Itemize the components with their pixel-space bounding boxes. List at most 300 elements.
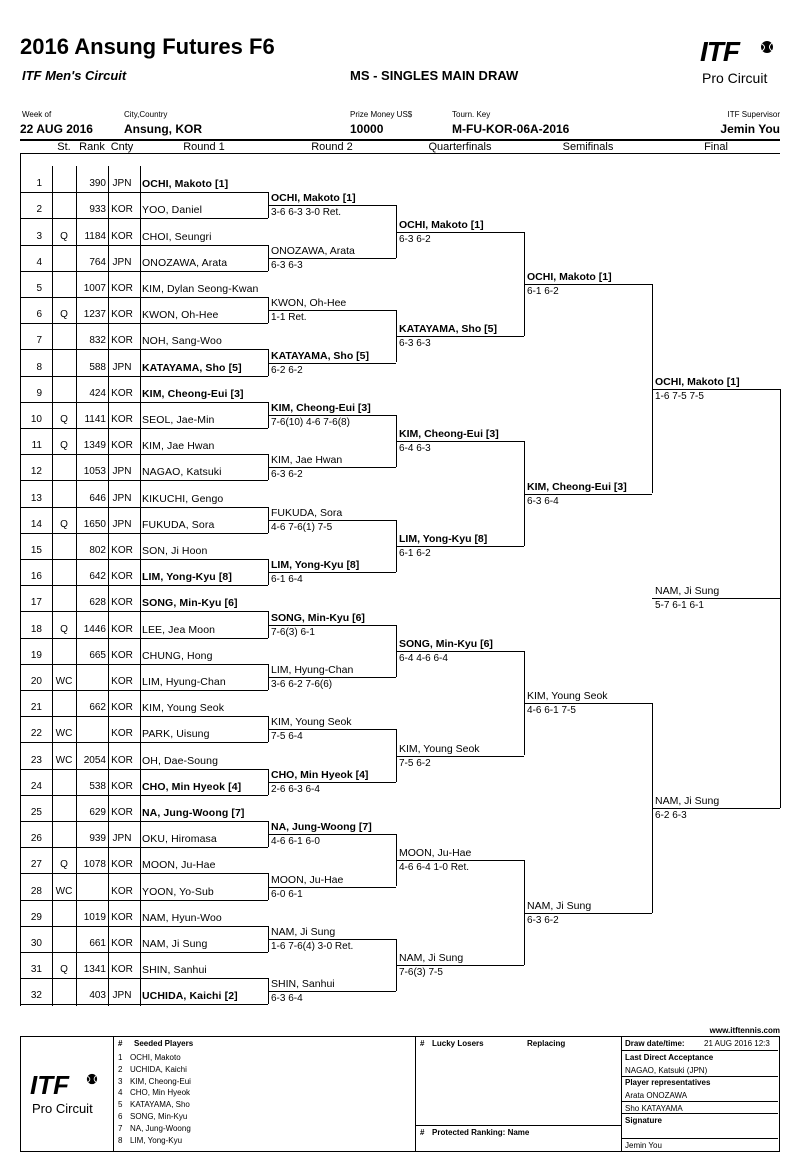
draw-position: 27	[30, 859, 42, 871]
draw-position: 2	[36, 204, 42, 216]
winner-line	[268, 520, 396, 521]
player-country: KOR	[111, 571, 133, 583]
draw-position: 21	[30, 702, 42, 714]
row-line	[20, 611, 268, 612]
row-line	[20, 769, 268, 770]
round2-score: 4-6 6-1 6-0	[271, 836, 320, 848]
entry-status: Q	[60, 518, 68, 530]
row-line	[20, 585, 268, 586]
player-rank: 1446	[83, 623, 106, 635]
round2-winner: MOON, Ju-Hae	[271, 873, 344, 886]
draw-position: 3	[36, 230, 42, 242]
player-name: KIM, Cheong-Eui [3]	[142, 387, 244, 400]
player-country: JPN	[112, 833, 132, 845]
winner-line	[268, 939, 396, 940]
seeded-title: Seeded Players	[134, 1039, 194, 1048]
seed-number: 1	[118, 1053, 123, 1062]
player-rank: 2054	[83, 754, 106, 766]
row-line	[20, 638, 268, 639]
grid-vline	[52, 166, 53, 1006]
player-country: JPN	[112, 990, 132, 1002]
qf-score: 6-3 6-2	[399, 233, 431, 245]
entry-status: Q	[60, 440, 68, 452]
signature-label: Signature	[625, 1116, 662, 1125]
row-line	[20, 821, 268, 822]
player-rank: 933	[89, 204, 106, 216]
player-name: NA, Jung-Woong [7]	[142, 807, 245, 819]
player-country: KOR	[111, 859, 133, 871]
entry-status: Q	[60, 414, 68, 425]
player-rank: 588	[89, 361, 106, 373]
draw-position: 24	[30, 780, 42, 792]
round2-score: 6-3 6-2	[271, 469, 303, 481]
bracket-connector	[780, 389, 781, 808]
round2-winner: KIM, Cheong-Eui [3]	[271, 401, 371, 414]
winner-line	[268, 310, 396, 311]
winner-line	[652, 808, 780, 809]
final-score: 6-2 6-3	[655, 809, 687, 821]
tourn-key-value: M-FU-KOR-06A-2016	[452, 122, 570, 136]
qf-winner: NAM, Ji Sung	[399, 952, 464, 965]
winner-line	[268, 572, 396, 573]
player-name: YOO, Daniel	[142, 204, 203, 217]
seed-name: LIM, Yong-Kyu	[130, 1135, 183, 1145]
winner-line	[268, 782, 396, 783]
draw-position: 23	[30, 754, 42, 766]
row-line	[20, 218, 268, 219]
row-line	[20, 245, 268, 246]
draw-position: 15	[30, 545, 42, 556]
player-rank: 642	[89, 571, 106, 583]
qf-score: 4-6 6-4 1-0 Ret.	[399, 862, 470, 874]
player-country: KOR	[111, 387, 133, 399]
player-country: KOR	[111, 754, 133, 766]
winner-line	[524, 494, 652, 495]
player-name: CHOI, Seungri	[142, 230, 212, 243]
seed-name: SONG, Min-Kyu	[130, 1112, 188, 1121]
player-country: KOR	[111, 885, 133, 897]
final-score: 1-6 7-5 7-5	[655, 390, 704, 402]
winner-line	[396, 232, 524, 233]
qf-score: 6-3 6-3	[399, 338, 431, 350]
player-name: NAM, Hyun-Woo	[142, 911, 222, 924]
player-name: SHIN, Sanhui	[142, 964, 207, 977]
player-rank: 832	[89, 335, 106, 347]
player-name: ONOZAWA, Arata	[142, 256, 228, 269]
winner-line	[268, 258, 396, 259]
player-country: KOR	[111, 807, 133, 818]
player-country: JPN	[112, 518, 132, 530]
player-rank: 1019	[83, 911, 106, 923]
round2-score: 1-6 7-6(4) 3-0 Ret.	[271, 940, 354, 952]
player-name: CHO, Min Hyeok [4]	[142, 780, 242, 793]
player-name: LEE, Jea Moon	[142, 623, 216, 636]
draw-position: 14	[30, 518, 42, 530]
col-st: St.	[57, 141, 71, 153]
entry-status: WC	[55, 676, 73, 687]
row-line	[20, 926, 268, 927]
winner-line	[396, 336, 524, 337]
player-name: NAM, Ji Sung	[142, 938, 208, 950]
footer-logo-subtext: Pro Circuit	[32, 1101, 93, 1116]
winner-line	[268, 677, 396, 678]
lda-label: Last Direct Acceptance	[625, 1053, 714, 1062]
col-qf: Quarterfinals	[428, 141, 492, 153]
city-label: City,Country	[124, 110, 168, 119]
player-name: PARK, Uisung	[142, 728, 210, 741]
supervisor-value: Jemin You	[720, 122, 780, 136]
footer-tennis-ball-icon	[86, 1073, 98, 1085]
player-rank: 628	[89, 597, 106, 609]
player-rank: 1650	[83, 518, 106, 530]
col-rank: Rank	[79, 141, 105, 153]
player-country: KOR	[111, 623, 133, 635]
seed-number: 5	[118, 1100, 123, 1110]
player-name: KIM, Jae Hwan	[142, 440, 215, 453]
player-name: SON, Ji Hoon	[142, 545, 208, 557]
player-name: KATAYAMA, Sho [5]	[142, 361, 242, 374]
winner-line	[268, 887, 396, 888]
player-rank: 1141	[84, 414, 106, 425]
round2-score: 4-6 7-6(1) 7-5	[271, 521, 333, 533]
seed-number: 6	[118, 1112, 123, 1121]
sf-score: 6-3 6-2	[527, 914, 559, 926]
winner-line	[268, 415, 396, 416]
round2-winner: ONOZAWA, Arata	[271, 244, 355, 257]
player-rank: 1237	[83, 309, 106, 321]
winner-line	[268, 363, 396, 364]
round2-winner: KWON, Oh-Hee	[271, 297, 347, 310]
sf-winner: KIM, Cheong-Eui [3]	[527, 480, 627, 493]
player-name: YOON, Yo-Sub	[142, 885, 214, 898]
winner-line	[268, 991, 396, 992]
player-country: KOR	[111, 597, 133, 609]
row-line	[20, 690, 268, 691]
round2-winner: FUKUDA, Sora	[271, 506, 343, 519]
winner-line	[524, 703, 652, 704]
player-country: KOR	[111, 440, 133, 452]
round2-score: 2-6 6-3 6-4	[271, 783, 320, 795]
prize-label: Prize Money US$	[350, 110, 413, 119]
supervisor-label: ITF Supervisor	[727, 110, 780, 119]
week-label: Week of	[22, 110, 52, 119]
seed-number: 3	[118, 1076, 123, 1086]
draw-position: 6	[36, 309, 42, 321]
draw-position: 16	[30, 571, 42, 583]
row-line	[20, 480, 268, 481]
player-name: UCHIDA, Kaichi [2]	[142, 990, 238, 1003]
draw-position: 11	[31, 440, 42, 452]
draw-position: 12	[30, 466, 42, 478]
player-country: KOR	[111, 780, 133, 792]
player-rank: 939	[89, 833, 106, 845]
sf-score: 4-6 6-1 7-5	[527, 705, 576, 717]
player-name: OH, Dae-Soung	[142, 754, 219, 767]
tournament-title: 2016 Ansung Futures F6	[20, 34, 275, 59]
draw-position: 13	[30, 492, 42, 504]
seed-name: OCHI, Makoto	[130, 1053, 181, 1062]
itf-logo-text: ITF	[700, 36, 739, 67]
player-country: JPN	[112, 361, 132, 373]
player-rank: 802	[89, 545, 106, 556]
player-rank: 661	[89, 938, 106, 949]
draw-position: 10	[30, 414, 42, 425]
draw-position: 4	[36, 256, 42, 268]
rep-1: Arata ONOZAWA	[625, 1091, 688, 1100]
player-name: OCHI, Makoto [1]	[142, 178, 229, 191]
round2-score: 7-5 6-4	[271, 731, 303, 743]
winner-line	[396, 651, 524, 652]
grid-vline	[140, 166, 141, 1006]
entry-status: WC	[55, 754, 73, 766]
row-line	[20, 454, 268, 455]
player-name: MOON, Ju-Hae	[142, 859, 216, 872]
player-name: KIM, Dylan Seong-Kwan	[142, 283, 259, 295]
row-line	[20, 978, 268, 979]
player-rank: 1053	[83, 466, 106, 478]
player-rank: 1078	[83, 859, 106, 871]
row-line	[20, 192, 268, 193]
draw-date-label: Draw date/time:	[625, 1039, 685, 1048]
draw-date-value: 21 AUG 2016 12:3	[704, 1039, 770, 1048]
final-winner: OCHI, Makoto [1]	[655, 375, 740, 388]
qf-winner: MOON, Ju-Hae	[399, 847, 472, 860]
row-line	[20, 402, 268, 403]
draw-position: 28	[30, 885, 42, 897]
qf-score: 6-1 6-2	[399, 547, 431, 559]
row-line	[20, 716, 268, 717]
qf-score: 7-6(3) 7-5	[399, 967, 443, 979]
qf-winner: SONG, Min-Kyu [6]	[399, 637, 493, 650]
city-value: Ansung, KOR	[124, 122, 202, 136]
seed-number: 4	[118, 1088, 123, 1098]
player-country: JPN	[112, 492, 132, 504]
player-country: KOR	[111, 964, 133, 976]
round2-score: 1-1 Ret.	[271, 312, 307, 324]
player-rank: 646	[89, 492, 106, 504]
draw-position: 9	[36, 387, 42, 399]
row-line	[20, 559, 268, 560]
player-country: KOR	[111, 230, 133, 242]
draw-position: 29	[30, 911, 42, 923]
footer-itf-logo	[28, 1070, 108, 1120]
player-name: NAGAO, Katsuki	[142, 466, 222, 479]
player-name: LIM, Yong-Kyu [8]	[142, 571, 232, 584]
lda-value: NAGAO, Katsuki (JPN)	[625, 1066, 708, 1075]
round2-winner: SONG, Min-Kyu [6]	[271, 611, 365, 624]
qf-score: 7-5 6-2	[399, 757, 431, 769]
player-country: KOR	[111, 938, 133, 949]
player-country: JPN	[112, 178, 132, 190]
winner-line	[524, 913, 652, 914]
row-line	[20, 507, 268, 508]
draw-position: 26	[30, 833, 42, 845]
winner-line	[652, 389, 780, 390]
player-country: KOR	[111, 283, 133, 294]
round2-winner: OCHI, Makoto [1]	[271, 192, 356, 205]
round2-winner: KATAYAMA, Sho [5]	[271, 349, 370, 362]
round2-winner: SHIN, Sanhui	[271, 978, 335, 991]
player-name: SEOL, Jae-Min	[142, 414, 215, 426]
circuit-subtitle: ITF Men's Circuit	[22, 68, 127, 83]
player-name: NOH, Sang-Woo	[142, 335, 222, 348]
round2-winner: KIM, Young Seok	[271, 716, 352, 729]
draw-position: 1	[36, 178, 42, 190]
row-line	[20, 271, 268, 272]
player-name: CHUNG, Hong	[142, 649, 213, 662]
player-rank: 629	[89, 807, 106, 818]
player-name: SONG, Min-Kyu [6]	[142, 597, 238, 610]
round2-winner: NA, Jung-Woong [7]	[271, 821, 372, 834]
player-rank: 390	[89, 178, 106, 190]
round2-score: 6-0 6-1	[271, 888, 303, 900]
round2-score: 7-6(10) 4-6 7-6(8)	[271, 416, 350, 428]
qf-winner: KIM, Young Seok	[399, 742, 480, 755]
col-sf: Semifinals	[562, 141, 614, 153]
sf-score: 6-3 6-4	[527, 495, 559, 507]
player-country: JPN	[112, 256, 132, 268]
draw-position: 31	[30, 964, 42, 976]
qf-winner: KIM, Cheong-Eui [3]	[399, 428, 499, 441]
row-line	[20, 297, 268, 298]
winner-line	[396, 546, 524, 547]
player-rank: 665	[89, 649, 106, 661]
draw-name: MS - SINGLES MAIN DRAW	[350, 68, 519, 83]
seed-number: 8	[118, 1135, 123, 1145]
player-rank: 1341	[83, 964, 106, 976]
col-cnty: Cnty	[110, 141, 134, 153]
seeded-hash: #	[118, 1039, 123, 1048]
col-round1: Round 1	[183, 141, 225, 153]
row-line	[20, 376, 268, 377]
draw-position: 7	[36, 335, 42, 347]
entry-status: Q	[60, 230, 68, 242]
draw-position: 30	[30, 938, 42, 949]
row-line	[20, 1004, 268, 1005]
row-line	[20, 323, 268, 324]
player-country: KOR	[111, 702, 133, 714]
champion-score: 5-7 6-1 6-1	[655, 600, 704, 612]
player-rank: 1349	[83, 440, 106, 452]
champion-line	[652, 598, 780, 599]
draw-position: 22	[30, 728, 42, 740]
round2-score: 6-2 6-2	[271, 364, 303, 376]
player-country: JPN	[112, 466, 132, 478]
qf-winner: LIM, Yong-Kyu [8]	[399, 532, 488, 545]
lucky-hash: #	[420, 1039, 425, 1048]
entry-status: Q	[60, 964, 68, 976]
itf-logo	[696, 36, 788, 90]
rep-2: Sho KATAYAMA	[625, 1104, 683, 1113]
draw-position: 25	[30, 807, 42, 818]
entry-status: Q	[60, 309, 68, 321]
entry-status: Q	[60, 623, 68, 635]
week-value: 22 AUG 2016	[20, 122, 93, 136]
final-winner: NAM, Ji Sung	[655, 794, 720, 807]
col-final: Final	[704, 141, 728, 153]
seed-number: 2	[118, 1064, 123, 1074]
prize-value: 10000	[350, 122, 384, 136]
entry-status: WC	[55, 885, 73, 897]
player-country: KOR	[111, 545, 133, 556]
player-rank: 662	[89, 702, 106, 714]
player-rank: 764	[89, 256, 106, 268]
qf-winner: KATAYAMA, Sho [5]	[399, 323, 498, 336]
winner-line	[268, 205, 396, 206]
row-line	[20, 952, 268, 953]
player-rank: 1184	[84, 230, 106, 242]
winner-line	[396, 756, 524, 757]
player-name: KWON, Oh-Hee	[142, 309, 219, 322]
winner-line	[268, 834, 396, 835]
winner-line	[268, 729, 396, 730]
entry-status: WC	[55, 728, 73, 740]
draw-position: 17	[30, 597, 42, 609]
champion-name: NAM, Ji Sung	[655, 585, 720, 598]
draw-position: 20	[30, 676, 42, 687]
player-name: LIM, Hyung-Chan	[142, 676, 226, 688]
winner-line	[396, 965, 524, 966]
website: www.itftennis.com	[709, 1026, 780, 1035]
sf-score: 6-1 6-2	[527, 285, 559, 297]
qf-winner: OCHI, Makoto [1]	[399, 218, 484, 231]
player-country: KOR	[111, 676, 133, 687]
sf-winner: OCHI, Makoto [1]	[527, 270, 612, 283]
seed-name: KIM, Cheong-Eui	[130, 1076, 191, 1086]
protected-title: Protected Ranking: Name	[432, 1128, 530, 1137]
player-country: KOR	[111, 204, 133, 216]
round2-score: 6-1 6-4	[271, 574, 303, 586]
player-country: KOR	[111, 911, 133, 923]
draw-position: 32	[30, 990, 42, 1002]
sf-winner: NAM, Ji Sung	[527, 899, 592, 912]
lucky-title: Lucky Losers	[432, 1039, 484, 1048]
player-rank: 403	[89, 990, 106, 1002]
itf-logo-subtext: Pro Circuit	[702, 70, 768, 86]
seed-name: KATAYAMA, Sho	[130, 1100, 190, 1110]
row-line	[20, 349, 268, 350]
player-country: KOR	[111, 335, 133, 347]
winner-line	[268, 625, 396, 626]
round2-score: 3-6 6-3 3-0 Ret.	[271, 207, 342, 219]
round2-score: 6-3 6-3	[271, 259, 303, 271]
entry-status: Q	[60, 859, 68, 871]
player-country: KOR	[111, 309, 133, 321]
row-line	[20, 428, 268, 429]
player-rank: 424	[89, 387, 106, 399]
qf-score: 6-4 4-6 6-4	[399, 652, 448, 664]
row-line	[20, 533, 268, 534]
round2-winner: LIM, Yong-Kyu [8]	[271, 559, 360, 572]
draw-position: 18	[30, 623, 42, 635]
reps-label: Player representatives	[625, 1078, 711, 1087]
winner-line	[396, 860, 524, 861]
player-rank: 1007	[83, 283, 106, 294]
row-line	[20, 900, 268, 901]
player-country: KOR	[111, 728, 133, 740]
draw-position: 8	[36, 361, 42, 373]
row-line	[20, 664, 268, 665]
player-name: FUKUDA, Sora	[142, 518, 215, 531]
player-name: KIM, Young Seok	[142, 702, 225, 715]
winner-line	[396, 441, 524, 442]
round2-winner: LIM, Hyung-Chan	[271, 663, 354, 676]
seed-name: CHO, Min Hyeok	[130, 1088, 191, 1098]
replacing-title: Replacing	[527, 1039, 566, 1048]
col-round2: Round 2	[311, 141, 353, 153]
round2-score: 3-6 6-2 7-6(6)	[271, 678, 333, 690]
seed-name: UCHIDA, Kaichi	[130, 1064, 187, 1074]
